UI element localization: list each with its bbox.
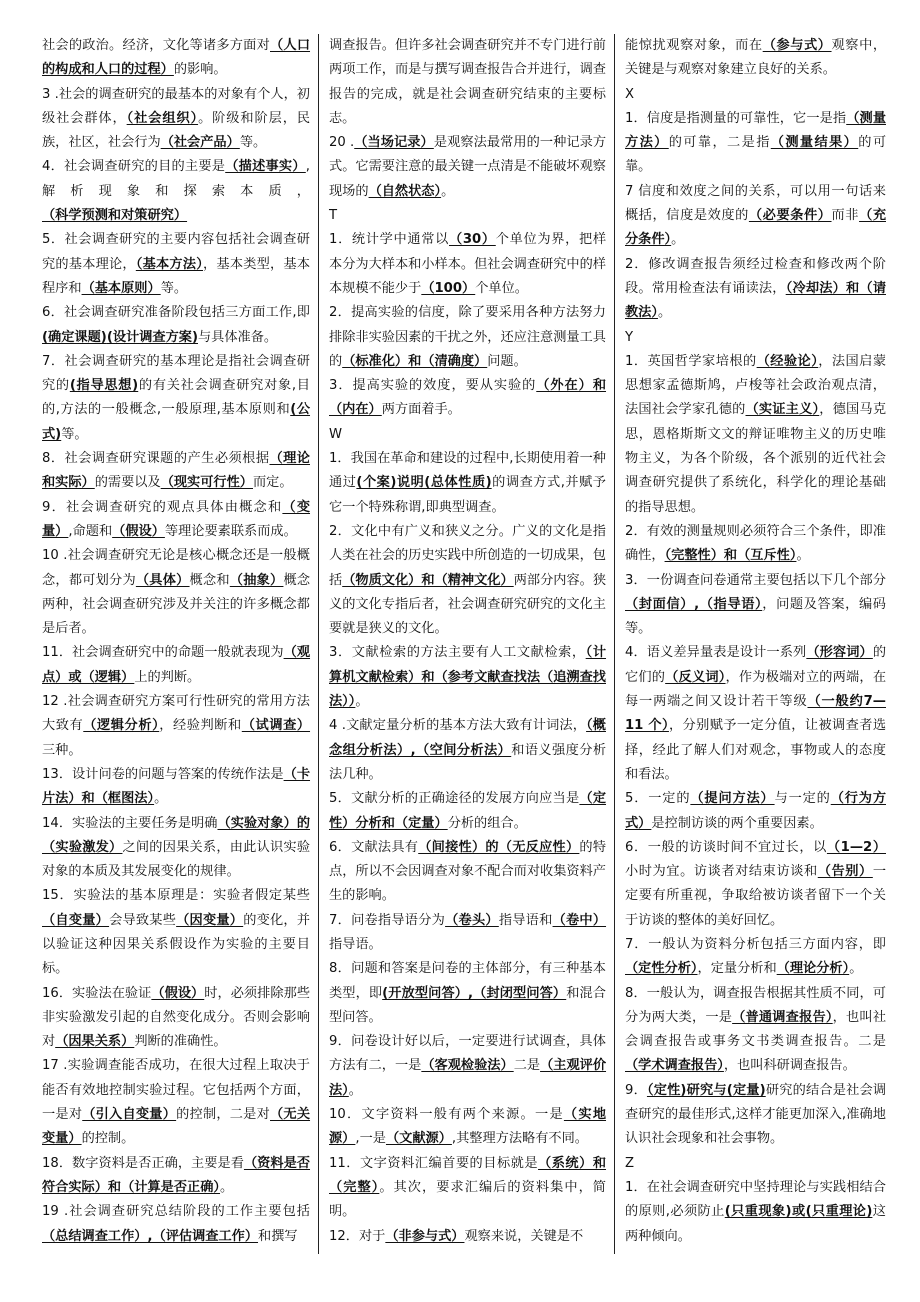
paragraph [42,83,310,156]
text-run: 两方面着手。 [381,402,461,418]
text-run: 3．文献检索的方法主要有人工文献检索， [329,645,586,661]
key-term: （变量） [42,499,311,539]
paragraph [625,350,886,520]
key-term: （抽象） [229,572,284,588]
paragraph [625,982,886,1079]
text-run: 。 [348,1082,362,1098]
text-run: 9． [625,1082,647,1098]
text-run: 的变化，并以验证这种因果关系假设作为实验的主要目标。 [42,912,311,977]
key-term: （告别） [817,864,873,880]
text-run: 6．一般的访谈时间不宜过长，以 [625,839,827,855]
key-term: （测量结果） [770,135,859,151]
key-term: （无关变量） [42,1107,311,1147]
key-term: （概念组分析法）,（空间分析法） [329,718,606,758]
paragraph [42,982,310,1055]
text-run: 而非 [831,208,860,224]
paragraph [625,787,886,836]
paragraph [42,763,310,812]
text-run: T [329,208,338,224]
paragraph [625,569,886,642]
key-term: (开放型问答）,（封闭型问答） [382,985,567,1001]
key-term: （参与式） [762,38,832,53]
key-term: （社会产品） [160,135,240,151]
key-term: （学术调查报告） [625,1058,724,1074]
key-term: (设计调查方案) [106,329,198,345]
column-1 [36,34,319,1254]
key-term: （提问方法） [690,791,775,807]
paragraph [42,1200,310,1249]
text-run: 等理论要素联系而成。 [164,523,297,539]
paragraph [625,107,886,180]
text-run: 7．社会调查研究的基本理论是指社会调查研究的 [42,353,310,394]
text-run: 概念和 [189,572,230,588]
text-run: 。 [154,791,168,807]
text-run: 7．一般认为资料分析包括三方面内容，即 [625,936,886,952]
text-run: ，经验判断和 [159,718,242,734]
text-run: 10．文字资料一般有两个来源。一是 [329,1107,564,1123]
text-run: ，作为极端对立的两端，在每一两端之间又设计若干等级 [625,669,886,710]
paragraph [42,690,310,763]
paragraph [42,350,310,447]
text-run: ，基本类型，基本程序和 [42,256,311,296]
text-run: 两部分内容。狭义的文化专指后者，社会调查研究研究的文化主要就是狭义的文化。 [329,572,607,637]
paragraph [329,836,606,909]
text-run: ,解析现象和探索本质， [42,159,310,199]
text-run: ，定量分析和 [697,961,777,977]
key-term: （当场记录） [354,135,434,151]
text-run: 三种。 [42,742,82,758]
key-term: (公式) [42,402,311,442]
key-term: （标准化）和（清确度） [342,353,488,369]
paragraph [42,641,310,690]
text-run: 的它们的 [625,645,886,685]
text-run: 上的判断。 [134,669,201,685]
section-letter [329,204,606,228]
key-term: （卡片法）和（框图法） [42,766,311,807]
key-term: （主观评价法） [329,1058,607,1098]
key-term: （基本原则） [81,280,161,296]
section-letter [625,1152,886,1176]
text-run: 9．社会调查研究的观点具体由概念和 [42,499,283,515]
key-term: （系统）和（完整） [329,1155,607,1195]
text-run: 3．提高实验的效度，要从实验的 [329,378,537,394]
text-run: 8．社会调查研究课题的产生必须根据 [42,451,270,467]
paragraph [42,34,310,83]
key-term: (确定课题) [42,329,107,345]
paragraph [625,1176,886,1249]
text-run: ,其整理方法略有不同。 [451,1131,588,1147]
text-run: 小时为宜。访谈者对结束访谈和 [625,864,818,880]
text-run: 社会的政治。经济，文化等诸多方面对 [42,38,270,53]
paragraph [42,812,310,885]
text-run: W [329,426,343,442]
text-run: 17 .实验调查能否成功，在很大过程上取决于能否有效地控制实验过程。它包括两个方面，一是对 [42,1058,310,1123]
paragraph [625,180,886,253]
key-term: （描述事实） [225,159,306,175]
text-run: 的有关社会调查研究对象,目的,方法的一般概念,一般原理,基本原则和 [42,378,310,418]
text-run: 11．社会调查研究中的命题一般就表现为 [42,645,284,661]
key-term: （实地源） [329,1107,607,1147]
text-run: 和语义强度分析法几种。 [329,742,607,782]
text-run: 的影响。 [173,62,227,78]
text-run: 12 .社会调查研究方案可行性研究的常用方法大致有 [42,694,310,734]
paragraph [329,131,606,204]
text-run: 14．实验法的主要任务是明确 [42,815,218,831]
text-run: 能惊扰观察对象，而在 [625,38,763,53]
key-term: (指导思想) [69,378,139,394]
key-term: （反义词） [665,669,726,685]
key-term: （一般约7—11 个） [625,694,886,734]
text-run: 的调查方式,并赋予它一个特殊称谓,即典型调查。 [329,475,606,515]
key-term: （冷却法）和（请教法） [625,280,886,321]
text-run: 19 .社会调查研究总结阶段的工作主要包括 [42,1204,310,1220]
key-term: （基本方法） [135,256,204,272]
key-term: （假设） [112,523,165,539]
paragraph [329,641,606,714]
text-run: 13．设计问卷的问题与答案的传统作法是 [42,766,284,782]
key-term: （实证主义） [745,402,820,418]
paragraph [329,374,606,423]
text-run: 1．我国在革命和建设的过程中,长期使用着一种通过 [329,451,606,491]
text-run: 。 [849,961,863,977]
text-run: 。 [220,1179,234,1195]
text-run: 之间的因果关系，由此认识实验对象的本质及其发展变化的规律。 [42,839,311,880]
key-term: （文献源） [385,1131,452,1147]
key-term: （经验论） [756,353,819,369]
key-term: （观点）或（逻辑） [42,645,311,685]
paragraph [329,1030,606,1103]
text-run: 概念两种，社会调查研究涉及并关注的许多概念都是后者。 [42,572,311,637]
text-run: 1．统计学中通常以 [329,232,449,248]
key-term: （假设） [151,985,205,1001]
key-term: （30） [449,232,496,248]
key-term: （卷头） [445,912,499,928]
key-term: （卷中） [552,912,607,928]
paragraph [329,301,606,374]
key-term: （外在）和（内在） [329,378,607,418]
paragraph [42,496,310,545]
text-run: 观察中，关键是与观察对象建立良好的关系。 [625,38,886,78]
text-run: 2．修改调查报告须经过检查和修改两个阶段。常用检查法有诵读法， [625,256,886,296]
key-term: （非参与式） [385,1228,465,1244]
text-run: 20 . [329,135,355,151]
text-run: 个单位。 [475,280,528,296]
text-run: 9．问卷设计好以后，一定要进行试调查，具体方法有二，一是 [329,1034,606,1074]
text-run: 问题。 [487,353,527,369]
text-run: 5．文献分析的正确途径的发展方向应当是 [329,791,580,807]
text-run: 二是 [513,1058,541,1074]
text-run: 2．有效的测量规则必须符合三个条件，即准确性， [625,523,886,564]
text-run: ,命题和 [68,523,113,539]
text-run: 18．数字资料是否正确，主要是看 [42,1155,244,1171]
text-run: 11．文字资料汇编首要的目标就是 [329,1155,539,1171]
text-run: 个单位为界，把样本分为大样本和小样本。但社会调查研究中的样本规模不能少于 [329,232,607,296]
key-term: （100） [421,280,476,296]
paragraph [625,34,886,83]
text-run: ，也叫社会调查报告或事务文书类调查报告。二是 [625,1009,886,1050]
key-term: （形容词） [806,645,873,661]
text-run: 1．在社会调查研究中坚持理论与实践相结合的原则,必须防止 [625,1179,886,1220]
paragraph [42,544,310,641]
key-term: （计算机文献检索）和（参考文献查找法（追溯查找法）） [329,645,607,710]
text-run: 。 [671,232,685,248]
key-term: （因变量） [176,912,244,928]
paragraph [329,520,606,641]
text-run: 8．问题和答案是问卷的主体部分，有三种基本类型，即 [329,961,606,1001]
paragraph [42,884,310,981]
text-run: 一定要有所重视，争取给被访谈者留下一个关于访谈的整体的美好回忆。 [625,864,886,928]
text-run: 。 [441,183,455,199]
text-run: 研究的结合是社会调查研究的最佳形式,这样才能更加深入,准确地认识社会现象和社会事物。 [625,1082,886,1147]
text-run: 调查报告。但许多社会调查研究并不专门进行前两项工作，而是与撰写调查报告合并进行，调查报告的完成，就是社会调查研究结束的主要标志。 [329,38,606,126]
text-run: 。其次，要求汇编后的资料集中，简明。 [329,1179,606,1220]
text-run: 的控制，二是对 [176,1107,271,1123]
text-run: 6．社会调查研究准备阶段包括三方面工作,即 [42,305,310,321]
text-run: 观察来说，关键是不 [464,1228,584,1244]
text-run: 和撰写 [258,1228,298,1244]
text-run: 等。 [160,280,188,296]
key-term: （理论分析） [776,961,850,977]
text-run: 指导语和 [498,912,553,928]
paragraph [329,447,606,520]
text-run: 时，必须排除那些非实验激发引起的自然变化成分。否则会影响对 [42,985,311,1050]
text-run: Z [625,1155,635,1171]
key-term: （实验对象）的（实验激发） [42,815,311,855]
paragraph [329,787,606,836]
paragraph [42,447,310,496]
key-term: （社会组织） [126,110,199,126]
text-run: 指导语。 [329,936,382,952]
key-term: （普通调查报告） [732,1009,833,1025]
text-run: 8．一般认为，调查报告根据其性质不同，可分为两大类，一是 [625,985,886,1025]
text-run: 12．对于 [329,1228,386,1244]
text-run: 4．社会调查研究的目的主要是 [42,159,226,175]
text-run: 7 信度和效度之间的关系，可以用一句话来概括，信度是效度的 [625,183,886,224]
text-run: 2．文化中有广义和狭义之分。广义的文化是指人类在社会的历史实践中所创造的一切成果，包括 [329,523,606,588]
text-run: 3 .社会的调查研究的最基本的对象有个人，初级社会群体， [42,86,310,126]
key-term: （总结调查工作）,（评估调查工作） [42,1228,259,1244]
paragraph [625,836,886,933]
key-term: （人口的构成和人口的过程） [42,38,311,78]
text-run: 15．实验法的基本原理是：实验者假定某些 [42,888,310,904]
key-term: （理论和实际） [42,451,310,491]
document-page [36,34,886,1254]
paragraph [42,155,310,228]
text-run: 和混合型问答。 [329,985,606,1025]
key-term: （资料是否符合实际）和（计算是否正确） [42,1155,311,1195]
key-term: （引入自变量） [82,1107,177,1123]
text-run: 会导致某些 [109,912,177,928]
key-term: （物质文化）和（精神文化） [342,572,514,588]
key-term: （行为方式） [625,791,886,831]
key-term: （必要条件） [748,208,832,224]
text-run: ，法国启蒙思想家孟德斯鸠，卢梭等社会政治观点清，法国社会学家孔德的 [625,353,886,418]
text-run: 分析的组合。 [447,815,527,831]
text-run: 。 [355,694,369,710]
text-run: 2．提高实验的信度，除了要采用各种方法努力排除非实验因素的干扰之外，还应注意测量工具的 [329,305,606,369]
text-run: ，分别赋予一定分值，让被调查者选择，经此了解人们对观念，事物或人的态度和看法。 [625,718,886,782]
text-run: 的需要以及 [94,475,161,491]
text-run: 4 .文献定量分析的基本方法大致有计词法， [329,718,587,734]
paragraph [625,253,886,326]
text-run: 与具体准备。 [198,329,278,345]
text-run: 而定。 [253,475,293,491]
text-run: 的控制。 [81,1131,135,1147]
paragraph [42,1054,310,1151]
paragraph [329,909,606,958]
paragraph [329,228,606,301]
paragraph [42,1152,310,1201]
key-term: （充分条件） [625,208,886,248]
text-run: Y [625,329,634,345]
section-letter [329,423,606,447]
key-term: （科学预测和对策研究） [42,208,188,224]
paragraph [329,1152,606,1225]
text-run: 是观察法最常用的一种记录方式。它需要注意的最关键一点清是不能破坏观察现场的 [329,135,607,199]
paragraph [329,714,606,787]
key-term: （定性分析） [625,961,698,977]
section-letter [625,326,886,350]
paragraph [42,301,310,350]
text-run: ，问题及答案，编码等。 [625,596,886,637]
text-run: 。 [657,305,672,321]
key-term: （具体） [135,572,190,588]
paragraph [625,641,886,787]
key-term: （自变量） [42,912,110,928]
key-term: （自然状态） [368,183,442,199]
text-run: 5．社会调查研究的主要内容包括社会调查研究的基本理论， [42,232,310,272]
text-run: 的可靠。 [625,135,886,175]
paragraph [329,1103,606,1152]
text-run: 。 [796,548,810,564]
text-run: 判断的准确性。 [134,1034,227,1050]
key-term: （客观检验法） [421,1058,514,1074]
text-run: X [625,86,635,102]
key-term: （1—2） [826,839,886,855]
key-term: （现实可行性） [160,475,253,491]
key-term: （因果关系） [55,1034,135,1050]
text-run: 1．信度是指测量的可靠性，它一是指 [625,110,847,126]
paragraph [329,1225,606,1249]
text-run: 7．问卷指导语分为 [329,912,446,928]
text-run: 1．英国哲学家培根的 [625,353,757,369]
text-run: 等。 [239,135,267,151]
key-term: （封面信）,（指导语） [625,596,763,612]
paragraph [329,957,606,1030]
text-run: 。阶级和阶层，民族，社区，社会行为 [42,110,311,151]
paragraph [625,933,886,982]
text-run: 等。 [61,426,88,442]
paragraph [625,520,886,569]
key-term: （定性)研究与(定量) [646,1082,766,1098]
section-letter [625,83,886,107]
paragraph [329,34,606,131]
text-run: 3．一份调查问卷通常主要包括以下几个部分 [625,572,886,588]
text-run: 这两种倾向。 [625,1204,886,1244]
text-run: 4．语义差异量表是设计一系列 [625,645,807,661]
text-run: 的可靠，二是指 [668,135,771,151]
key-term: （定性）分析和（定量） [329,791,607,831]
key-term: (只重现象)或(只重理论) [724,1204,873,1220]
text-run: 是控制访谈的两个重要因素。 [651,815,823,831]
text-run: 16．实验法在验证 [42,985,152,1001]
text-run: 10 .社会调查研究无论是核心概念还是一般概念，都可划分为 [42,548,310,588]
key-term: （逻辑分析） [83,718,160,734]
text-run: 的特点，所以不会因调查对象不配合而对收集资料产生的影响。 [329,839,607,904]
text-run: 5．一定的 [625,791,691,807]
column-3 [615,34,886,1254]
text-run: 与一定的 [774,791,831,807]
text-run: ，德国马克思，恩格斯斯文文的辩证唯物主义的历史唯物主义，为各个阶级，各个派别的近代社会调查研究提供了系统化，科学化的理论基础的指导思想。 [625,402,886,515]
text-run: 6．文献法具有 [329,839,419,855]
key-term: （试调查） [241,718,311,734]
text-run: ,一是 [355,1131,386,1147]
key-term: (个案)说明(总体性质) [356,475,492,491]
key-term: （测量方法） [625,110,886,151]
key-term: （间接性）的（无反应性） [418,839,580,855]
key-term: （完整性）和（互斥性） [664,548,797,564]
paragraph [42,228,310,301]
text-run: ，也叫科研调查报告。 [723,1058,856,1074]
column-2 [319,34,615,1254]
paragraph [625,1079,886,1152]
